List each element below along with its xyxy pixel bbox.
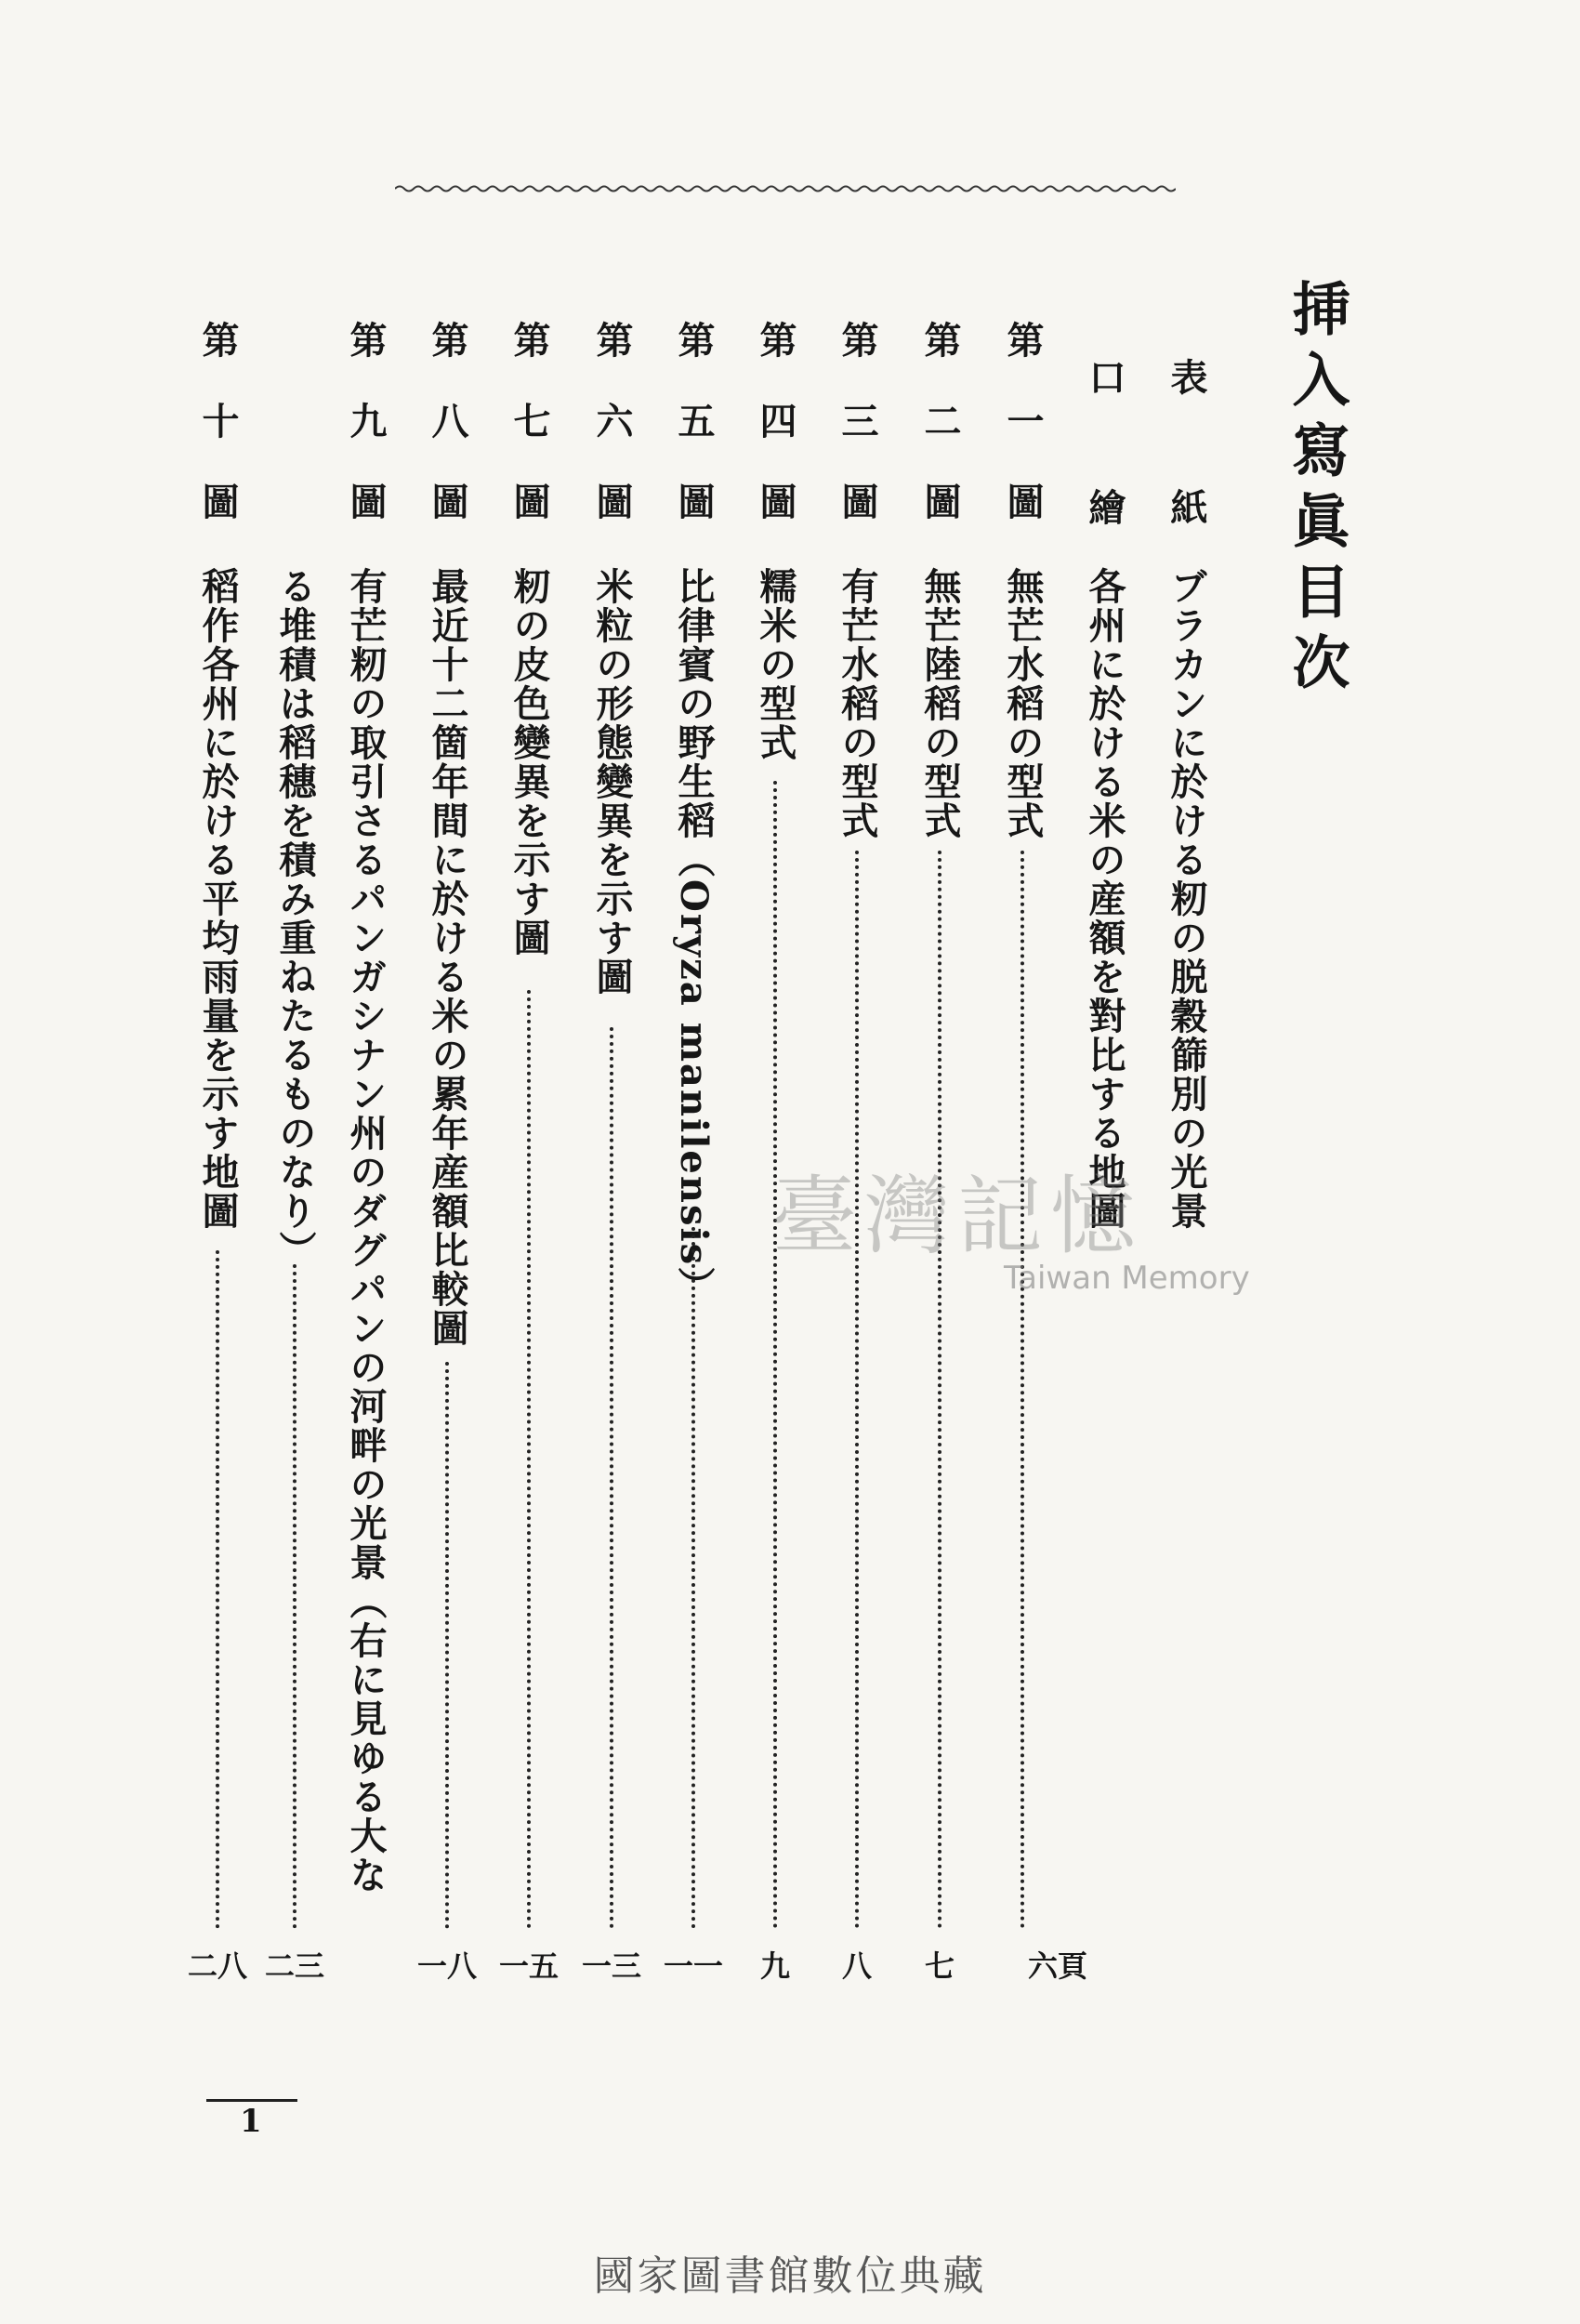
toc-caption-fig5-jp: 比律賓の野生稻（ — [672, 567, 716, 879]
toc-label-fig8: 第八圖 — [426, 321, 469, 563]
toc-label-fig4: 第四圖 — [754, 321, 797, 563]
toc-leader-fig2 — [938, 851, 941, 1929]
toc-label-fig6: 第六圖 — [590, 321, 634, 563]
toc-leader-fig4 — [773, 781, 777, 1929]
toc-page-fig3: 八 — [841, 1948, 872, 1984]
toc-page-fig9: 二三 — [264, 1948, 324, 1984]
toc-label-fig3: 第三圖 — [836, 321, 879, 563]
toc-page-fig10: 二八 — [187, 1948, 247, 1984]
toc-caption-fig4: 糯米の型式 — [754, 567, 797, 762]
toc-caption-fig7: 籾の皮色變異を示す圖 — [507, 567, 551, 957]
toc-page-fig4: 九 — [759, 1948, 790, 1984]
toc-caption-fig9-cont: る堆積は稻穗を積み重ねたるものなり） — [273, 567, 317, 1270]
toc-leader-fig9 — [293, 1264, 296, 1929]
toc-caption-fig9: 有芒籾の取引さるパンガシナン州のダグパンの河畔の光景（右に見ゆる大な — [344, 567, 388, 1895]
toc-page-fig5: 一一 — [663, 1948, 723, 1984]
toc-leader-fig3 — [855, 851, 859, 1929]
toc-leader-fig6 — [610, 1027, 613, 1929]
toc-label-fig1: 第一圖 — [1001, 321, 1045, 563]
folio-number: 1 — [240, 2103, 262, 2140]
folio-rule — [206, 2099, 297, 2102]
toc-caption-fig5 — [672, 567, 716, 1306]
toc-leader-fig10 — [216, 1250, 219, 1929]
footer-credit: 國家圖書館數位典藏 — [593, 2252, 987, 2300]
toc-caption-fig3: 有芒水稻の型式 — [836, 567, 879, 840]
toc-page-fig6: 一三 — [581, 1948, 641, 1984]
toc-label-cover: 表紙 — [1165, 358, 1208, 618]
watermark-logo: 臺灣記憶 — [771, 1167, 1144, 1266]
toc-caption-fig5-close: ） — [672, 1266, 716, 1306]
toc-label-fig9: 第九圖 — [344, 321, 388, 563]
toc-caption-fig5-latin: Oryza manilensis — [672, 879, 716, 1267]
toc-page-fig1: 六頁 — [1027, 1948, 1087, 1984]
toc-page-fig7: 一五 — [498, 1948, 559, 1984]
toc-leader-fig5 — [691, 1227, 695, 1929]
top-ornamental-rule — [395, 182, 1176, 195]
toc-page-fig2: 七 — [924, 1948, 955, 1984]
toc-caption-frontispiece: 各州に於ける米の産額を對比する地圖 — [1083, 567, 1126, 1231]
toc-leader-fig1 — [1020, 851, 1024, 1929]
toc-caption-fig2: 無芒陸稻の型式 — [918, 567, 962, 840]
toc-leader-fig8 — [445, 1362, 449, 1929]
toc-caption-fig1: 無芒水稻の型式 — [1001, 567, 1045, 840]
page-title: 挿入寫眞目次 — [1283, 279, 1350, 703]
toc-caption-cover: ブラカンに於ける籾の脱穀篩別の光景 — [1165, 567, 1208, 1231]
toc-label-fig2: 第二圖 — [918, 321, 962, 563]
toc-caption-fig8: 最近十二箇年間に於ける米の累年産額比較圖 — [426, 567, 469, 1348]
toc-label-fig7: 第七圖 — [507, 321, 551, 563]
toc-page-fig8: 一八 — [416, 1948, 477, 1984]
toc-leader-fig7 — [527, 990, 531, 1929]
toc-label-frontispiece: 口繪 — [1083, 358, 1126, 618]
toc-label-fig5: 第五圖 — [672, 321, 716, 563]
toc-label-fig10: 第十圖 — [196, 321, 240, 563]
watermark-subtitle: Taiwan Memory — [1004, 1260, 1250, 1297]
toc-caption-fig10: 稻作各州に於ける平均雨量を示す地圖 — [196, 567, 240, 1231]
toc-caption-fig6: 米粒の形態變異を示す圖 — [590, 567, 634, 997]
